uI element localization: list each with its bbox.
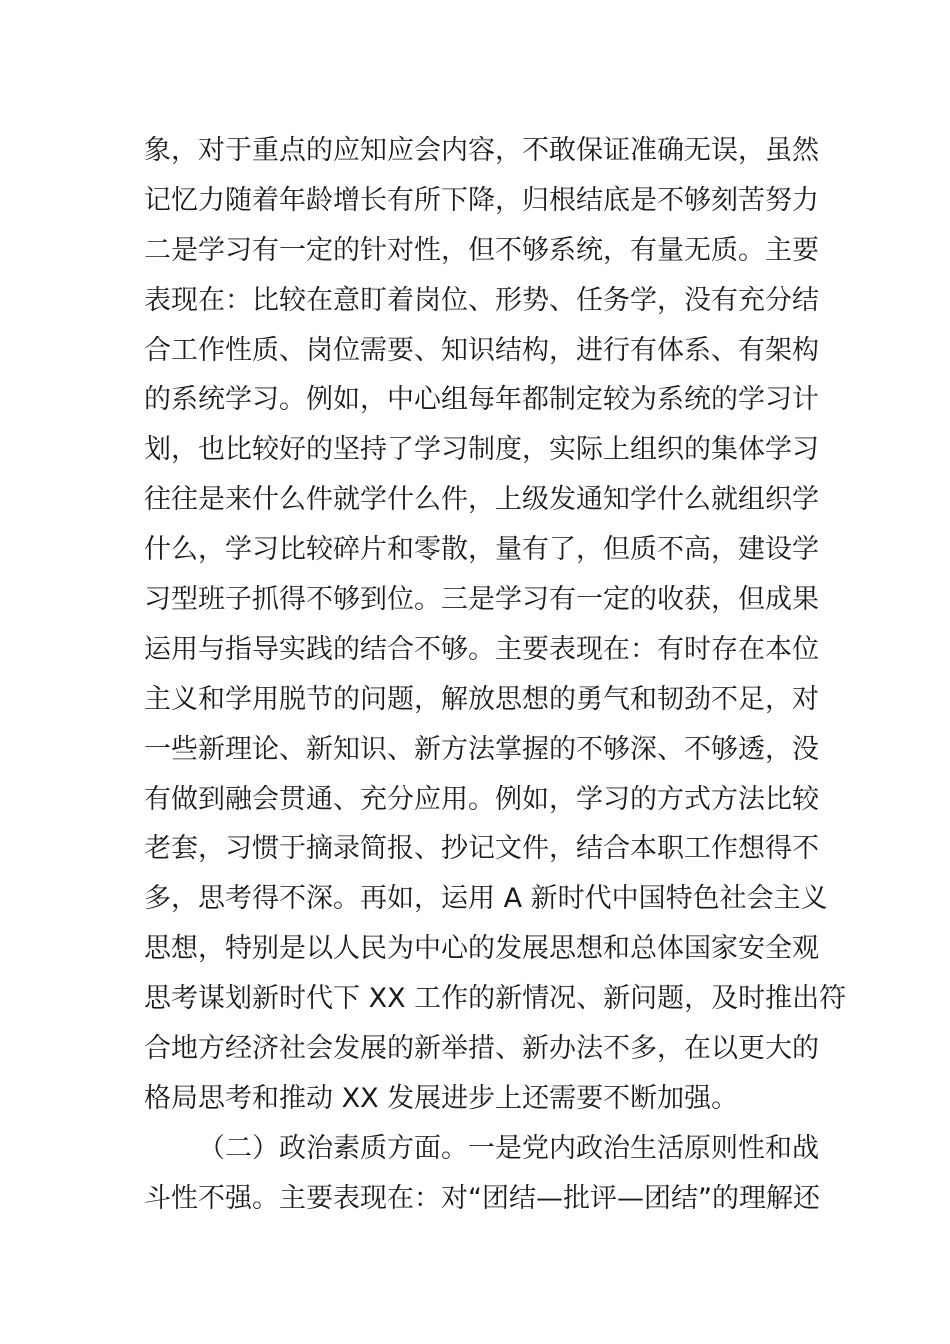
text-line: 斗性不强。主要表现在：对“团结—批评—团结”的理解还 [144,1182,820,1214]
text-line: 二是学习有一定的针对性，但不够系统，有量无质。主要 [144,234,819,266]
text-line: 老套，习惯于摘录简报、抄记文件，结合本职工作想得不 [144,833,819,865]
text-line: 象，对于重点的应知应会内容，不敢保证准确无误，虽然 [144,135,819,166]
text-line: 主义和学用脱节的问题，解放思想的勇气和韧劲不足，对 [144,683,819,715]
body-text [144,126,847,1224]
text-line: 有做到融会贯通、充分应用。例如，学习的方式方法比较 [144,783,819,815]
text-line: 往往是来什么件就学什么件，上级发通知学什么就组织学 [144,484,819,516]
text-line: 多，思考得不深。再如，运用 A 新时代中国特色社会主义 [144,883,828,915]
text-line: 表现在：比较在意盯着岗位、形势、任务学，没有充分结 [144,284,819,316]
text-line: 的系统学习。例如，中心组每年都制定较为系统的学习计 [144,384,819,416]
text-line: 习型班子抓得不够到位。三是学习有一定的收获，但成果 [144,584,819,616]
text-line: 合工作性质、岗位需要、知识结构，进行有体系、有架构 [144,334,819,366]
section-heading-line: （二）政治素质方面。一是党内政治生活原则性和战 [198,1132,819,1164]
text-line: 什么，学习比较碎片和零散，量有了，但质不高，建设学 [144,534,819,566]
text-line: 合地方经济社会发展的新举措、新办法不多，在以更大的 [144,1033,819,1065]
text-line: 思考谋划新时代下 XX 工作的新情况、新问题，及时推出符 [144,983,847,1015]
paragraph-end-line: 格局思考和推动 XX 发展进步上还需要不断加强。 [144,1082,739,1114]
text-line: 划，也比较好的坚持了学习制度，实际上组织的集体学习 [144,434,819,466]
text-line: 思想，特别是以人民为中心的发展思想和总体国家安全观 [144,933,819,965]
text-line: 记忆力随着年龄增长有所下降，归根结底是不够刻苦努力 [144,184,819,216]
text-line: 一些新理论、新知识、新方法掌握的不够深、不够透，没 [144,733,819,765]
text-line: 运用与指导实践的结合不够。主要表现在：有时存在本位 [144,633,819,665]
